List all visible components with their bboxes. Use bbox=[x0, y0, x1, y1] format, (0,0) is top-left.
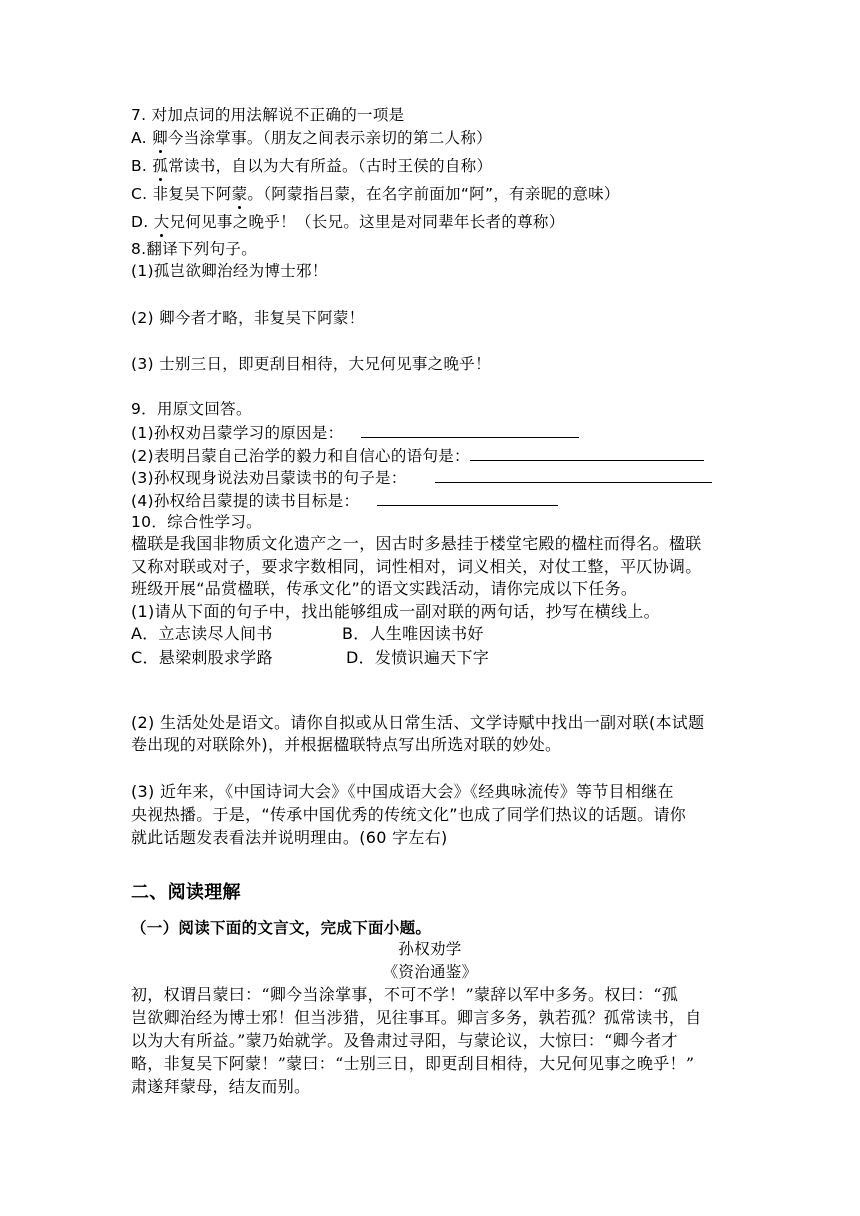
q10-intro-line: 楹联是我国非物质文化遗产之一，因古时多悬挂于楼堂宅殿的楹柱而得名。楹联 bbox=[131, 534, 702, 553]
q7-option-c bbox=[131, 183, 620, 205]
q7-option-d bbox=[131, 211, 565, 233]
q10-stem: 10．综合性学习。 bbox=[131, 513, 262, 531]
q10-choice-c: C．悬梁刺股求学路 bbox=[131, 648, 273, 667]
q9-item-2 bbox=[131, 444, 704, 467]
passage-line: 以为大有所益。”蒙乃始就学。及鲁肃过寻阳，与蒙论议，大惊曰：“卿今者才 bbox=[131, 1031, 678, 1050]
q10-sub3-line: 央视热播。于是，“传承中国优秀的传统文化”也成了同学们热议的话题。请你 bbox=[131, 805, 687, 824]
section-heading: 二、阅读理解 bbox=[131, 882, 241, 903]
q10-sub2-line: 卷出现的对联除外)，并根据楹联特点写出所选对联的妙处。 bbox=[131, 735, 562, 754]
option-text-pre: 非复吴下阿 bbox=[152, 185, 232, 203]
dotted-word: 孤 bbox=[152, 157, 169, 175]
passage-line: 肃遂拜蒙母，结友而别。 bbox=[131, 1077, 311, 1096]
passage-line: 略，非复吴下阿蒙！”蒙曰：“士别三日，即更刮目相待，大兄何见事之晚乎！” bbox=[131, 1054, 695, 1073]
q7-option-b bbox=[131, 155, 492, 177]
q10-choice-a: A．立志读尽人间书 bbox=[131, 624, 273, 643]
option-text: 常读书，自以为大有所益。（古时王侯的自称） bbox=[168, 157, 493, 175]
option-letter: D. bbox=[131, 213, 154, 231]
option-letter: A. bbox=[131, 129, 153, 147]
q10-sub3-line: 就此话题发表看法并说明理由。(60 字左右) bbox=[131, 828, 448, 847]
option-text: 。（阿蒙指吕蒙，在名字前面加“阿”，有亲昵的意味） bbox=[247, 185, 620, 203]
passage-title: 孙权劝学 bbox=[398, 940, 462, 958]
option-text: 今当涂掌事。（朋友之间表示亲切的第二人称） bbox=[167, 129, 492, 147]
q9-item-1 bbox=[131, 421, 579, 444]
section-subheading: （一）阅读下面的文言文，完成下面小题。 bbox=[131, 919, 432, 937]
q7-stem: 7. 对加点词的用法解说不正确的一项是 bbox=[131, 106, 405, 124]
q8-item-3: (3) 士别三日，即更刮目相待，大兄何见事之晚乎！ bbox=[131, 355, 491, 373]
q10-sub3-line: (3) 近年来，《中国诗词大会》《中国成语大会》《经典咏流传》等节目相继在 bbox=[131, 782, 674, 801]
q10-sub1: (1)请从下面的句子中，找出能够组成一副对联的两句话，抄写在横线上。 bbox=[131, 602, 660, 621]
q9-item-4-text: (4)孙权给吕蒙提的读书目标是： bbox=[131, 492, 360, 510]
q9-item-1-text: (1)孙权劝吕蒙学习的原因是： bbox=[131, 424, 344, 442]
q8-stem: 8.翻译下列句子。 bbox=[131, 240, 257, 258]
q10-choice-b: B．人生唯因读书好 bbox=[342, 624, 484, 643]
q7-option-a bbox=[131, 127, 492, 149]
q9-item-3 bbox=[131, 466, 712, 489]
answer-blank[interactable] bbox=[435, 466, 712, 483]
q10-intro-line: 又称对联或对子，要求字数相同，词性相对，词义相关，对仗工整，平仄协调。 bbox=[131, 557, 702, 576]
answer-blank[interactable] bbox=[470, 444, 704, 461]
option-letter: B. bbox=[131, 157, 153, 175]
q8-item-1: (1)孤岂欲卿治经为博士邪！ bbox=[131, 262, 328, 280]
q8-item-2: (2) 卿今者才略，非复吴下阿蒙！ bbox=[131, 309, 365, 327]
answer-blank[interactable] bbox=[361, 421, 579, 438]
q10-sub2-line: (2) 生活处处是语文。请你自拟或从日常生活、文学诗赋中找出一副对联(本试题 bbox=[131, 713, 705, 732]
answer-blank[interactable] bbox=[377, 489, 558, 506]
q9-stem: 9．用原文回答。 bbox=[131, 400, 252, 418]
q9-item-4 bbox=[131, 489, 558, 512]
q10-choice-d: D．发愤识遍天下字 bbox=[346, 648, 490, 667]
passage-source: 《资治通鉴》 bbox=[382, 963, 478, 981]
dotted-word: 卿 bbox=[152, 129, 168, 147]
passage-line: 初，权谓吕蒙曰：“卿今当涂掌事，不可不学！”蒙辞以军中多务。权曰：“孤 bbox=[131, 985, 679, 1004]
dotted-word: 蒙 bbox=[231, 185, 248, 203]
option-text: 兄何见事之晚乎！（长兄。这里是对同辈年长者的尊称） bbox=[169, 213, 565, 231]
passage-line: 岂欲卿治经为博士邪！但当涉猎，见往事耳。卿言多务，孰若孤？孤常读书，自 bbox=[131, 1008, 702, 1027]
q10-intro-line: 班级开展“品赏楹联，传承文化”的语文实践活动，请你完成以下任务。 bbox=[131, 579, 638, 598]
dotted-word: 大 bbox=[153, 213, 170, 231]
q9-item-3-text: (3)孙权现身说法劝吕蒙读书的句子是： bbox=[131, 469, 407, 487]
q9-item-2-text: (2)表明吕蒙自己治学的毅力和自信心的语句是： bbox=[131, 447, 470, 465]
option-letter: C. bbox=[131, 185, 153, 203]
